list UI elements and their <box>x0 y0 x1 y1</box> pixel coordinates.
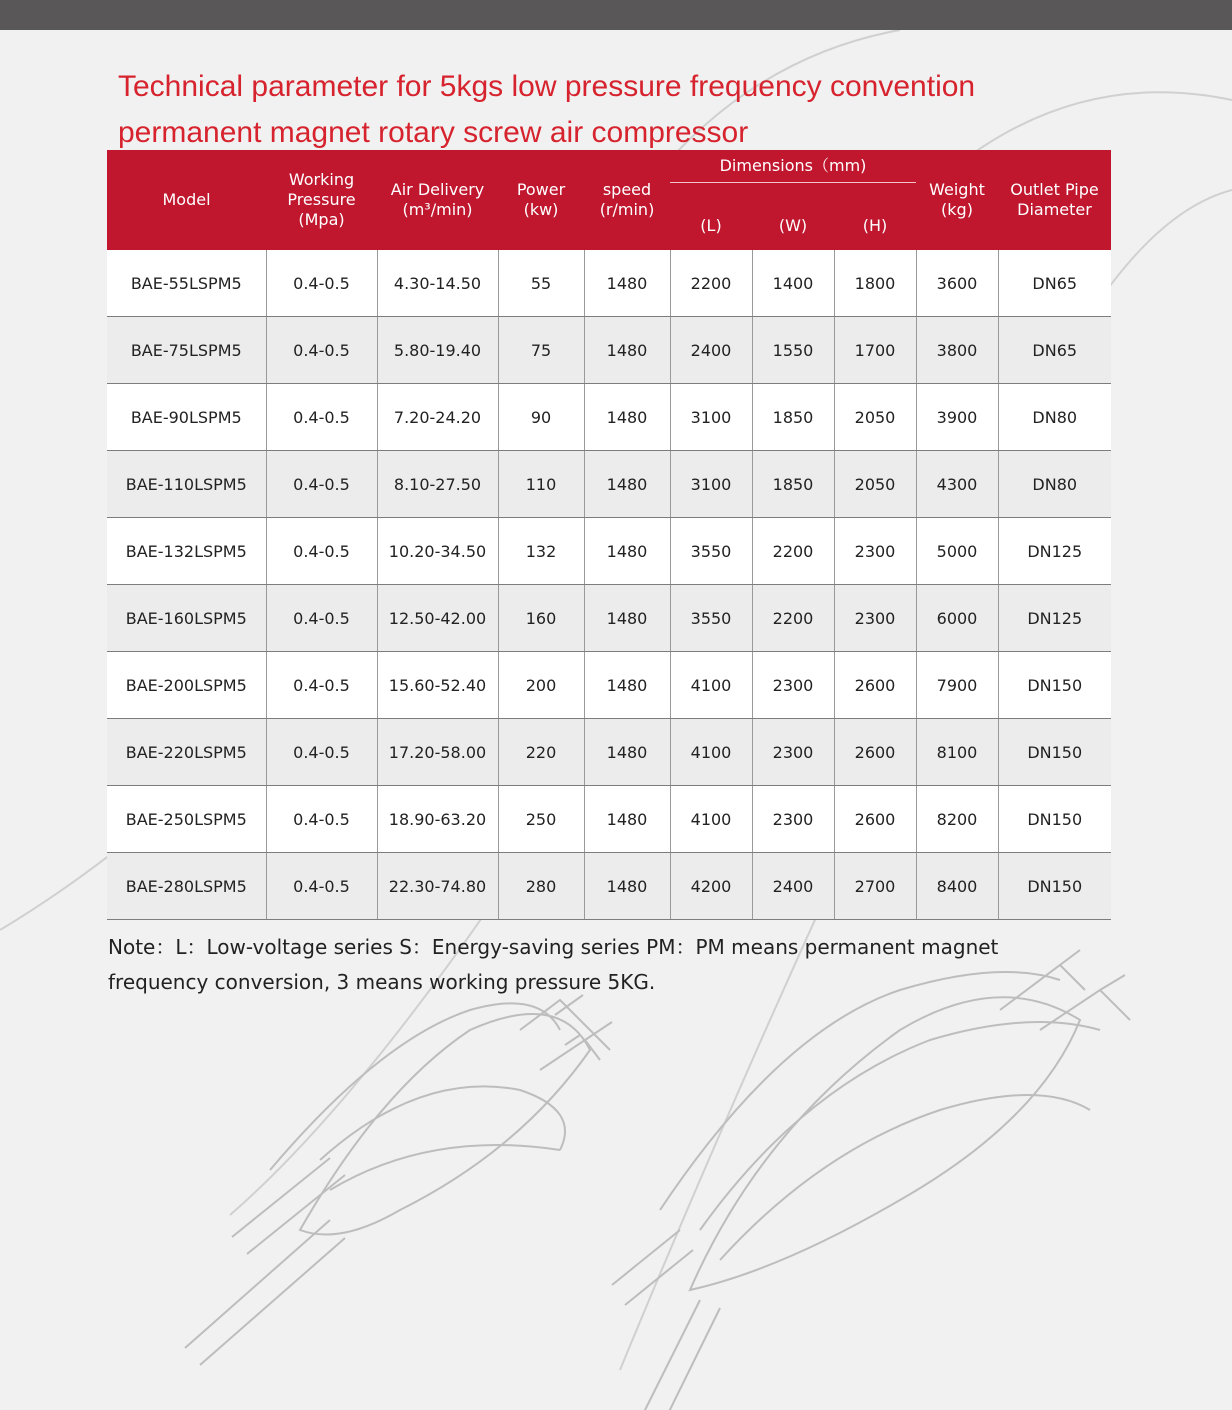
table-row <box>107 384 1111 451</box>
header-model: Model <box>107 150 266 250</box>
cell-power: 250 <box>498 786 584 853</box>
table-row <box>107 652 1111 719</box>
header-dimensions: Dimensions（mm) <box>670 150 916 182</box>
cell-dim-l: 4100 <box>670 719 752 786</box>
cell-dim-w: 2300 <box>752 652 834 719</box>
cell-dim-w: 2400 <box>752 853 834 920</box>
table-row <box>107 585 1111 652</box>
cell-dim-h: 1700 <box>834 317 916 384</box>
cell-model: BAE-75LSPM5 <box>107 317 266 384</box>
cell-power: 90 <box>498 384 584 451</box>
cell-power: 220 <box>498 719 584 786</box>
cell-dim-h: 2700 <box>834 853 916 920</box>
cell-dim-h: 2050 <box>834 451 916 518</box>
cell-dim-w: 1850 <box>752 384 834 451</box>
cell-outlet-pipe: DN150 <box>998 719 1111 786</box>
cell-model: BAE-220LSPM5 <box>107 719 266 786</box>
page-title: Technical parameter for 5kgs low pressure frequency convention permanent magnet rotary screw air compressor <box>118 70 976 149</box>
cell-outlet-pipe: DN125 <box>998 585 1111 652</box>
cell-power: 110 <box>498 451 584 518</box>
cell-weight: 7900 <box>916 652 998 719</box>
table-row <box>107 786 1111 853</box>
cell-dim-l: 2400 <box>670 317 752 384</box>
cell-speed: 1480 <box>584 585 670 652</box>
cell-model: BAE-250LSPM5 <box>107 786 266 853</box>
cell-dim-h: 2600 <box>834 786 916 853</box>
cell-working-pressure: 0.4-0.5 <box>266 853 377 920</box>
cell-dim-l: 4200 <box>670 853 752 920</box>
cell-working-pressure: 0.4-0.5 <box>266 250 377 317</box>
cell-speed: 1480 <box>584 853 670 920</box>
cell-dim-w: 1400 <box>752 250 834 317</box>
cell-dim-l: 3100 <box>670 384 752 451</box>
cell-model: BAE-110LSPM5 <box>107 451 266 518</box>
cell-air-delivery: 4.30-14.50 <box>377 250 498 317</box>
cell-model: BAE-200LSPM5 <box>107 652 266 719</box>
header-air-delivery: Air Delivery (m³/min) <box>377 150 498 250</box>
cell-outlet-pipe: DN125 <box>998 518 1111 585</box>
cell-working-pressure: 0.4-0.5 <box>266 585 377 652</box>
cell-weight: 3800 <box>916 317 998 384</box>
cell-weight: 8200 <box>916 786 998 853</box>
cell-dim-w: 2200 <box>752 518 834 585</box>
cell-speed: 1480 <box>584 317 670 384</box>
cell-working-pressure: 0.4-0.5 <box>266 518 377 585</box>
cell-dim-l: 4100 <box>670 652 752 719</box>
cell-outlet-pipe: DN65 <box>998 317 1111 384</box>
cell-air-delivery: 8.10-27.50 <box>377 451 498 518</box>
cell-speed: 1480 <box>584 250 670 317</box>
cell-weight: 3900 <box>916 384 998 451</box>
table-row <box>107 853 1111 920</box>
cell-outlet-pipe: DN150 <box>998 652 1111 719</box>
cell-working-pressure: 0.4-0.5 <box>266 719 377 786</box>
cell-weight: 4300 <box>916 451 998 518</box>
table-row <box>107 451 1111 518</box>
cell-speed: 1480 <box>584 786 670 853</box>
cell-speed: 1480 <box>584 518 670 585</box>
header-power: Power (kw) <box>498 150 584 250</box>
cell-power: 55 <box>498 250 584 317</box>
note-text: Note：L：Low-voltage series S：Energy-saving series PM：PM means permanent magnet frequency conversion, 3 means working pressure 5KG. <box>108 935 999 994</box>
cell-dim-h: 2600 <box>834 719 916 786</box>
cell-dim-l: 3100 <box>670 451 752 518</box>
cell-outlet-pipe: DN80 <box>998 451 1111 518</box>
cell-weight: 8400 <box>916 853 998 920</box>
cell-model: BAE-160LSPM5 <box>107 585 266 652</box>
cell-dim-l: 3550 <box>670 518 752 585</box>
cell-dim-w: 2200 <box>752 585 834 652</box>
cell-speed: 1480 <box>584 652 670 719</box>
cell-dim-h: 1800 <box>834 250 916 317</box>
cell-air-delivery: 22.30-74.80 <box>377 853 498 920</box>
cell-dim-h: 2300 <box>834 518 916 585</box>
cell-air-delivery: 12.50-42.00 <box>377 585 498 652</box>
header-dim-l: (L) <box>670 182 752 250</box>
header-weight: Weight (kg) <box>916 150 998 250</box>
cell-air-delivery: 15.60-52.40 <box>377 652 498 719</box>
cell-air-delivery: 17.20-58.00 <box>377 719 498 786</box>
cell-air-delivery: 5.80-19.40 <box>377 317 498 384</box>
cell-power: 200 <box>498 652 584 719</box>
cell-dim-h: 2600 <box>834 652 916 719</box>
cell-dim-h: 2050 <box>834 384 916 451</box>
cell-air-delivery: 18.90-63.20 <box>377 786 498 853</box>
table-row <box>107 719 1111 786</box>
header-speed: speed (r/min) <box>584 150 670 250</box>
cell-dim-l: 2200 <box>670 250 752 317</box>
cell-power: 280 <box>498 853 584 920</box>
cell-model: BAE-55LSPM5 <box>107 250 266 317</box>
cell-outlet-pipe: DN65 <box>998 250 1111 317</box>
cell-speed: 1480 <box>584 719 670 786</box>
cell-outlet-pipe: DN80 <box>998 384 1111 451</box>
top-bar <box>0 0 1232 30</box>
header-outlet-pipe: Outlet Pipe Diameter <box>998 150 1111 250</box>
cell-weight: 3600 <box>916 250 998 317</box>
cell-dim-l: 3550 <box>670 585 752 652</box>
cell-working-pressure: 0.4-0.5 <box>266 384 377 451</box>
table-row <box>107 250 1111 317</box>
cell-power: 132 <box>498 518 584 585</box>
cell-working-pressure: 0.4-0.5 <box>266 786 377 853</box>
cell-power: 160 <box>498 585 584 652</box>
cell-weight: 5000 <box>916 518 998 585</box>
cell-weight: 6000 <box>916 585 998 652</box>
cell-dim-w: 2300 <box>752 786 834 853</box>
cell-dim-l: 4100 <box>670 786 752 853</box>
table-row <box>107 317 1111 384</box>
cell-working-pressure: 0.4-0.5 <box>266 317 377 384</box>
cell-working-pressure: 0.4-0.5 <box>266 451 377 518</box>
spec-table-body <box>107 250 1111 920</box>
cell-working-pressure: 0.4-0.5 <box>266 652 377 719</box>
cell-air-delivery: 7.20-24.20 <box>377 384 498 451</box>
header-working-pressure: Working Pressure (Mpa) <box>266 150 377 250</box>
cell-speed: 1480 <box>584 451 670 518</box>
spec-table <box>107 150 1111 920</box>
cell-model: BAE-280LSPM5 <box>107 853 266 920</box>
cell-model: BAE-90LSPM5 <box>107 384 266 451</box>
cell-speed: 1480 <box>584 384 670 451</box>
table-row <box>107 518 1111 585</box>
cell-weight: 8100 <box>916 719 998 786</box>
cell-dim-h: 2300 <box>834 585 916 652</box>
cell-dim-w: 2300 <box>752 719 834 786</box>
cell-outlet-pipe: DN150 <box>998 786 1111 853</box>
cell-air-delivery: 10.20-34.50 <box>377 518 498 585</box>
cell-power: 75 <box>498 317 584 384</box>
cell-model: BAE-132LSPM5 <box>107 518 266 585</box>
header-dim-h: (H) <box>834 182 916 250</box>
cell-dim-w: 1550 <box>752 317 834 384</box>
header-dim-w: (W) <box>752 182 834 250</box>
cell-dim-w: 1850 <box>752 451 834 518</box>
cell-outlet-pipe: DN150 <box>998 853 1111 920</box>
